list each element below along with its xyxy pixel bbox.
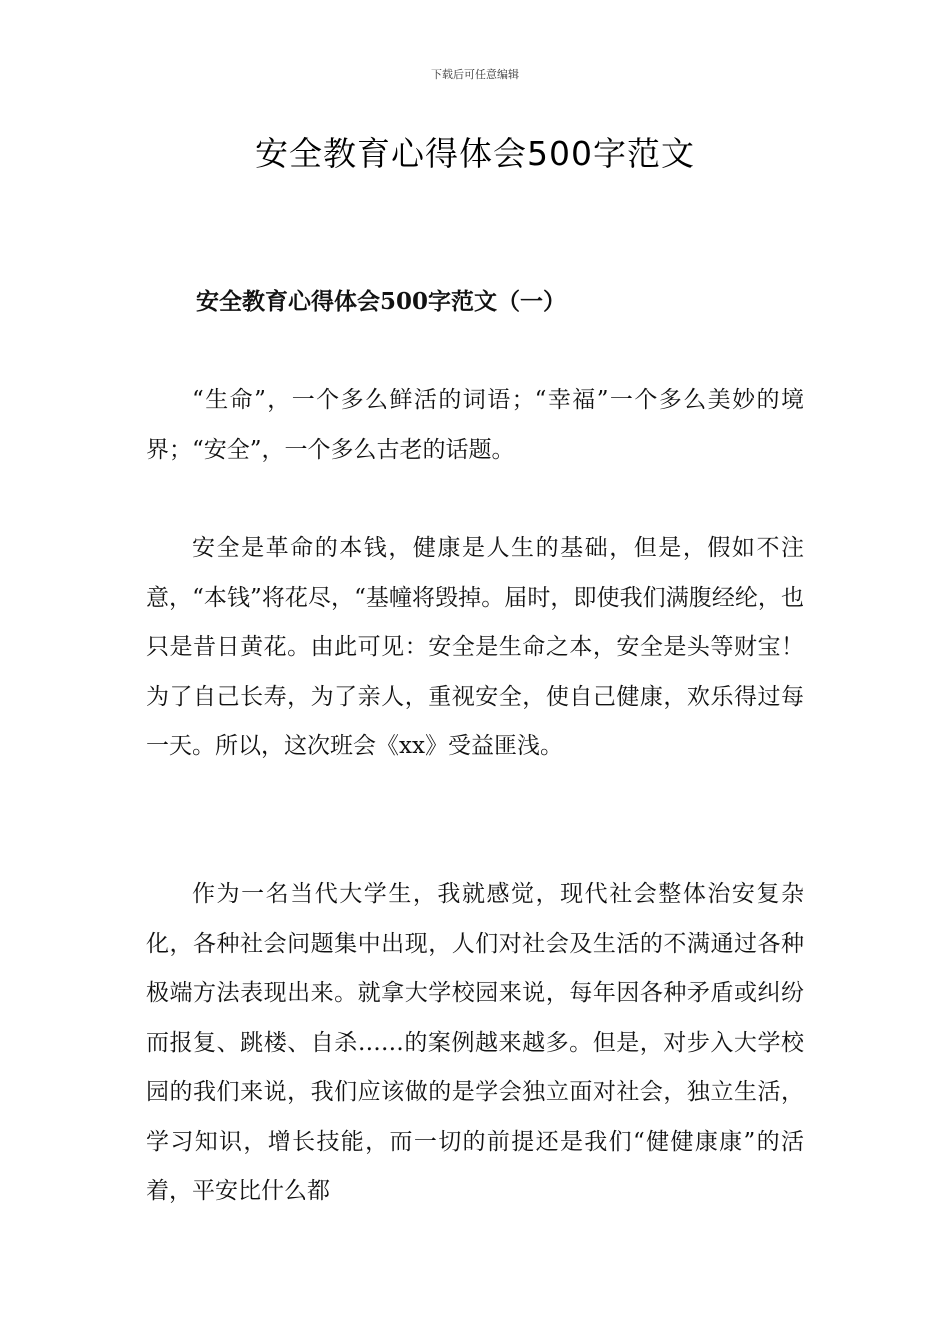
document-title: 安全教育心得体会500字范文	[255, 134, 695, 173]
paragraph: 安全是革命的本钱，健康是人生的基础，但是，假如不注意，“本钱”将花尽，“基幢将毁掉。届时，即使我们满腹经纶，也只是昔日黄花。由此可见：安全是生命之本，安全是头等财宝！为了自己长寿，为了亲人，重视安全，使自己健康，欢乐得过每一天。所以，这次班会《xx》受益匪浅。	[146, 535, 804, 759]
section-heading: 安全教育心得体会500字范文（一）	[196, 288, 567, 315]
paragraph: “生命”，一个多么鲜活的词语；“幸福”一个多么美妙的境界；“安全”，一个多么古老的话题。	[146, 387, 804, 463]
paragraph: 作为一名当代大学生，我就感觉，现代社会整体治安复杂化，各种社会问题集中出现，人们对社会及生活的不满通过各种极端方法表现出来。就拿大学校园来说，每年因各种矛盾或纠纷而报复、跳楼、自杀……的案例越来越多。但是，对步入大学校园的我们来说，我们应该做的是学会独立面对社会，独立生活，学习知识，增长技能，而一切的前提还是我们“健健康康”的活着，平安比什么都	[146, 881, 804, 1204]
header-note: 下载后可任意编辑	[431, 68, 519, 81]
